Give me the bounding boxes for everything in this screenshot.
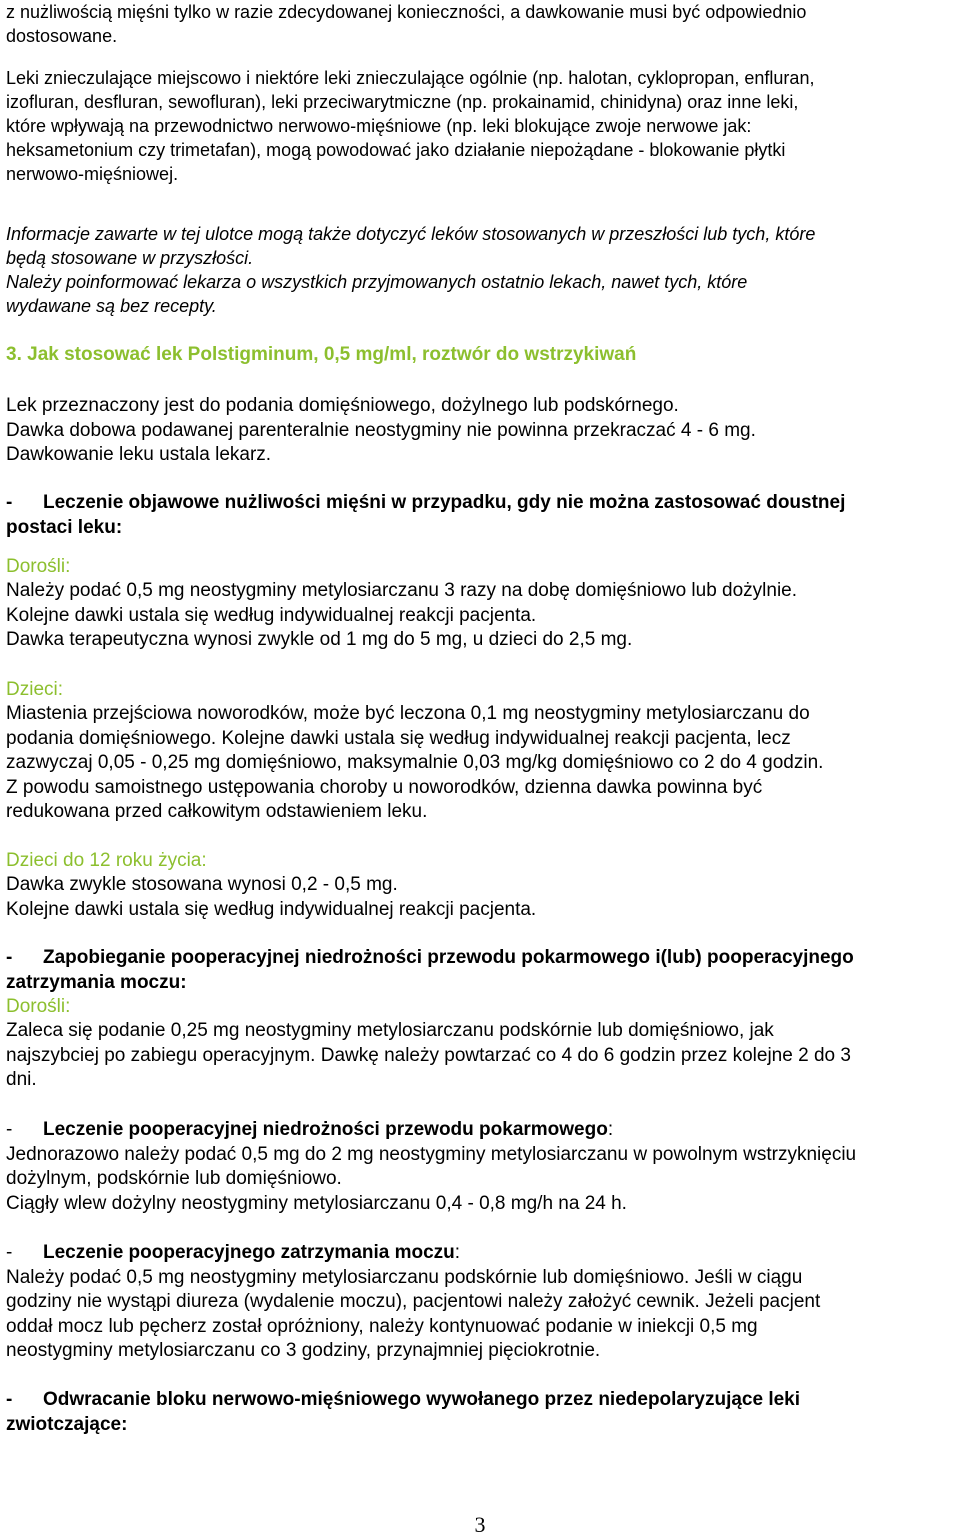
text-line: heksametonium czy trimetafan), mogą powodować jako działanie niepożądane - blokowanie płytki — [6, 140, 786, 160]
list-dash: - — [6, 1119, 13, 1140]
text-line: Kolejne dawki ustala się według indywidualnej reakcji pacjenta. — [6, 604, 537, 626]
adults-label: Dorośli: — [6, 996, 71, 1017]
dosage-block-reversal — [6, 1388, 800, 1437]
text-line: Należy podać 0,5 mg neostygminy metylosiarczanu podskórnie lub domięśniowo. Jeśli w ciągu — [6, 1266, 803, 1288]
dosage-block-urinary-retention — [6, 1241, 820, 1364]
text-line: Dawka zwykle stosowana wynosi 0,2 - 0,5 mg. — [6, 874, 398, 895]
list-dash: - — [6, 1389, 13, 1410]
prevention-paragraph — [6, 1019, 851, 1093]
text-line: Leki znieczulające miejscowo i niektóre leki znieczulające ogólnie (np. halotan, cyklopropan, enfluran, — [6, 68, 815, 88]
text-line: Kolejne dawki ustala się według indywidualnej reakcji pacjenta. — [6, 898, 537, 920]
text-line: Lek przeznaczony jest do podania domięśniowego, dożylnego lub podskórnego. — [6, 395, 679, 416]
block-title-line: zwiotczające: — [6, 1413, 128, 1435]
text-line: będą stosowane w przyszłości. — [6, 248, 254, 268]
list-dash: - — [6, 1242, 13, 1263]
text-line: dożylnym, podskórnie lub domięśniowo. — [6, 1168, 342, 1189]
list-dash: - — [6, 947, 13, 968]
dosage-block-gi-treatment — [6, 1118, 856, 1216]
intro-paragraph-3 — [6, 222, 815, 318]
text-line: dostosowane. — [6, 26, 118, 46]
text-line: Należy podać 0,5 mg neostygminy metylosiarczanu 3 razy na dobę domięśniowo lub dożylnie. — [6, 580, 798, 601]
section-heading: 3. Jak stosować lek Polstigminum, 0,5 mg/ml, roztwór do wstrzykiwań — [6, 344, 637, 365]
text-line: Informacje zawarte w tej ulotce mogą także dotyczyć leków stosowanych w przeszłości lub tych, które — [6, 224, 816, 244]
text-line: zazwyczaj 0,05 - 0,25 mg domięśniowo, maksymalnie 0,03 mg/kg domięśniowo co 2 do 4 godzin. — [6, 752, 824, 773]
text-line: z nużliwością mięśni tylko w razie zdecydowanej konieczności, a dawkowanie musi być odpowiednio — [6, 2, 807, 22]
block-title-line: postaci leku: — [6, 516, 123, 538]
block-title — [6, 1241, 820, 1266]
text-line: podania domięśniowego. Kolejne dawki ustala się według indywidualnej reakcji pacjenta, lecz — [6, 727, 791, 749]
text-line: godziny nie wystąpi diureza (wydalenie moczu), pacjentowi należy założyć cewnik. Jeżeli pacjent — [6, 1291, 821, 1312]
adults-label: Dorośli: — [6, 556, 71, 577]
block-title-line: Odwracanie bloku nerwowo-mięśniowego wywołanego przez niedepolaryzujące leki — [43, 1389, 801, 1410]
text-line: Ciągły wlew dożylny neostygminy metylosiarczanu 0,4 - 0,8 mg/h na 24 h. — [6, 1192, 627, 1214]
text-line: Dawkowanie leku ustala lekarz. — [6, 444, 272, 465]
block-title — [6, 1388, 800, 1413]
section3-paragraph — [6, 394, 756, 468]
children-12-label: Dzieci do 12 roku życia: — [6, 850, 207, 871]
children-12-paragraph — [6, 873, 536, 922]
block-title-line: zatrzymania moczu: — [6, 971, 187, 993]
block-title — [6, 1118, 856, 1143]
text-line: Jednorazowo należy podać 0,5 mg do 2 mg neostygminy metylosiarczanu w powolnym wstrzyknięciu — [6, 1143, 857, 1165]
dosage-block-prevention — [6, 946, 854, 995]
text-line: Miastenia przejściowa noworodków, może być leczona 0,1 mg neostygminy metylosiarczanu do — [6, 703, 810, 724]
intro-paragraph-2 — [6, 66, 814, 186]
block-title — [6, 491, 845, 516]
block-title — [6, 946, 854, 971]
text-line: neostygminy metylosiarczanu co 3 godziny, przynajmniej pięciokrotnie. — [6, 1340, 601, 1361]
block-title-colon: : — [607, 1119, 614, 1140]
children-label: Dzieci: — [6, 679, 64, 700]
text-line: izofluran, desfluran, sewofluran), leki przeciwarytmiczne (np. prokainamid, chinidyna) oraz inne leki, — [6, 92, 799, 112]
text-line: redukowana przed całkowitym odstawieniem leku. — [6, 801, 428, 822]
text-line: Należy poinformować lekarza o wszystkich przyjmowanych ostatnio lekach, nawet tych, które — [6, 272, 748, 292]
text-line: dni. — [6, 1069, 37, 1090]
text-line: oddał mocz lub pęcherz został opróżniony, należy kontynuować podanie w iniekcji 0,5 mg — [6, 1315, 758, 1337]
intro-paragraph-1 — [6, 0, 806, 48]
block-title-colon: : — [454, 1242, 461, 1263]
dosage-block-symptomatic — [6, 491, 845, 540]
adults-paragraph — [6, 579, 797, 653]
text-line: wydawane są bez recepty. — [6, 296, 217, 316]
block-title-line: Leczenie pooperacyjnego zatrzymania moczu — [43, 1242, 455, 1263]
text-line: Dawka terapeutyczna wynosi zwykle od 1 mg do 5 mg, u dzieci do 2,5 mg. — [6, 629, 633, 650]
text-line: Z powodu samoistnego ustępowania choroby u noworodków, dzienna dawka powinna być — [6, 776, 763, 798]
block-title-line: Zapobieganie pooperacyjnej niedrożności przewodu pokarmowego i(lub) pooperacyjnego — [43, 947, 854, 968]
list-dash: - — [6, 492, 13, 513]
text-line: nerwowo-mięśniowej. — [6, 164, 179, 184]
text-line: Zaleca się podanie 0,25 mg neostygminy metylosiarczanu podskórnie lub domięśniowo, jak — [6, 1020, 774, 1041]
block-title-line: Leczenie objawowe nużliwości mięśni w przypadku, gdy nie można zastosować doustnej — [43, 492, 846, 513]
page-number: 3 — [474, 1512, 486, 1537]
block-title-line: Leczenie pooperacyjnej niedrożności przewodu pokarmowego — [43, 1119, 608, 1140]
text-line: Dawka dobowa podawanej parenteralnie neostygminy nie powinna przekraczać 4 - 6 mg. — [6, 419, 756, 441]
children-paragraph — [6, 702, 823, 825]
text-line: które wpływają na przewodnictwo nerwowo-mięśniowe (np. leki blokujące zwoje nerwowe jak: — [6, 116, 752, 136]
text-line: najszybciej po zabiegu operacyjnym. Dawkę należy powtarzać co 4 do 6 godzin przez kolejne 2 do 3 — [6, 1044, 851, 1066]
